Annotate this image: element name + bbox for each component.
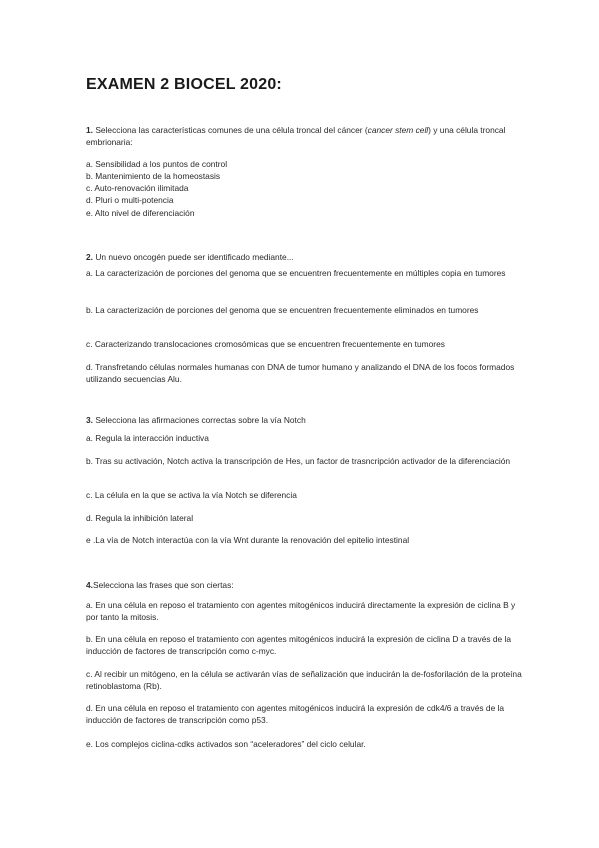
option-2c: c. Caracterizando translocaciones cromosómicas que se encuentren frecuentemente en tumores	[86, 339, 445, 349]
option-4e: e. Los complejos ciclina-cdks activados son “aceleradores” del ciclo celular.	[86, 739, 366, 749]
option-1e: e. Alto nivel de diferenciación	[86, 208, 195, 218]
option-1d: d. Pluri o multi-potencia	[86, 195, 174, 205]
option-1b: b. Mantenimiento de la homeostasis	[86, 171, 221, 181]
option-4b: b. En una célula en reposo el tratamiento con agentes mitogénicos inducirá la expresión de ciclina D a través de la inducción de factores de transcripción como c-myc.	[86, 634, 512, 656]
option-4d: d. En una célula en reposo el tratamiento con agentes mitogénicos inducirá la expresión de cdk4/6 a través de la inducción de factores de transcripción como p53.	[86, 703, 505, 725]
option-2d: d. Transfretando células normales humanas con DNA de tumor humano y analizando el DNA de los focos formados utilizando secuencias Alu.	[86, 362, 515, 384]
option-3d: d. Regula la inhibición lateral	[86, 513, 194, 523]
question-4-prompt	[86, 580, 526, 592]
question-1-prompt	[86, 125, 526, 148]
question-text: Selecciona las características comunes de una célula troncal del cáncer (	[93, 125, 368, 135]
question-number: 3.	[86, 415, 93, 425]
question-number: 2.	[86, 252, 93, 262]
option-1a: a. Sensibilidad a los puntos de control	[86, 159, 228, 169]
option-4c: c. Al recibir un mitógeno, en la célula se activarán vías de señalización que inducirán la de-fosforilación de la proteína retinoblastoma (Rb).	[86, 669, 522, 691]
option-3e: e .La vía de Notch interactúa con la vía Wnt durante la renovación del epitelio intestinal	[86, 535, 410, 545]
question-text: Selecciona las afirmaciones correctas sobre la vía Notch	[93, 415, 306, 425]
option-3a: a. Regula la interacción inductiva	[86, 433, 209, 443]
option-2b: b. La caracterización de porciones del genoma que se encuentren frecuentemente eliminados en tumores	[86, 305, 479, 315]
document-title: EXAMEN 2 BIOCEL 2020:	[86, 76, 282, 93]
option-1c: c. Auto-renovación ilimitada	[86, 183, 189, 193]
option-3c: c. La célula en la que se activa la vía Notch se diferencia	[86, 490, 297, 500]
question-number: 4.	[86, 580, 93, 590]
question-text: Un nuevo oncogén puede ser identificado mediante...	[93, 252, 294, 262]
question-text-continued: ) y una célula troncal embrionaria:	[86, 125, 506, 147]
question-italic-term: cancer stem cell	[367, 125, 429, 135]
option-3b: b. Tras su activación, Notch activa la transcripción de Hes, un factor de trasncripción activador de la diferenciación	[86, 456, 511, 466]
question-2-prompt	[86, 252, 526, 264]
option-2a: a. La caracterización de porciones del genoma que se encuentren frecuentemente en múltiples copia en tumores	[86, 268, 506, 278]
question-number: 1.	[86, 125, 93, 135]
question-text: Selecciona las frases que son ciertas:	[93, 580, 234, 590]
question-3-prompt	[86, 415, 526, 427]
option-4a: a. En una célula en reposo el tratamiento con agentes mitogénicos inducirá directamente la expresión de ciclina B y por tanto la mitosis.	[86, 600, 516, 622]
